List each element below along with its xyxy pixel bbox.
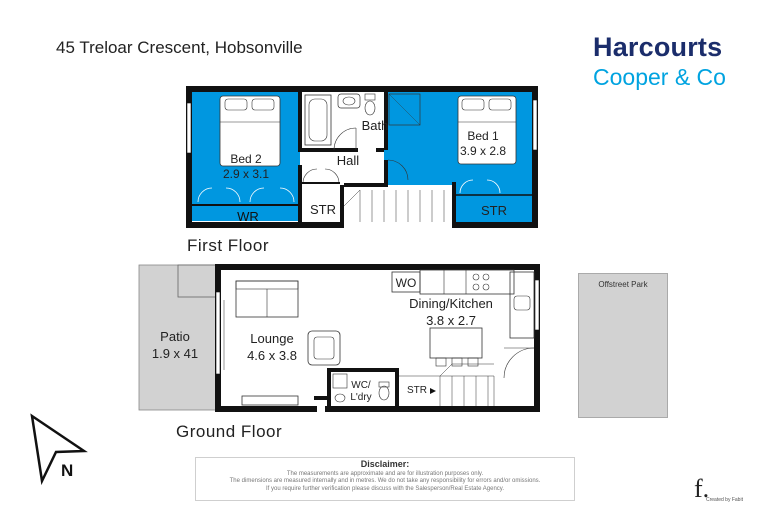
compass-north-label: N — [61, 461, 74, 480]
offstreet-park-box — [578, 273, 668, 418]
room-label-str-ground: STR — [407, 385, 427, 396]
dining-dims: 3.8 x 2.7 — [426, 313, 476, 328]
disclaimer-line1: The measurements are approximate and are for illustration purposes only. — [286, 470, 484, 477]
room-label-wc — [344, 380, 378, 404]
bed1-dims: 3.9 x 2.8 — [459, 144, 507, 158]
bed2-dims: 2.9 x 3.1 — [222, 167, 270, 181]
bed2-name: Bed 2 — [230, 152, 262, 166]
room-label-bed2 — [210, 152, 282, 182]
room-label-wr: WR — [237, 209, 259, 224]
brand-logo-cooper: Cooper & Co — [593, 64, 726, 90]
patio-dims: 1.9 x 41 — [151, 346, 199, 361]
room-label-dining — [396, 295, 506, 329]
disclaimer-box — [195, 457, 575, 501]
room-label-bed1 — [448, 129, 518, 159]
room-label-hall: Hall — [336, 153, 360, 168]
lounge-name: Lounge — [250, 331, 294, 346]
first-floor-label: First Floor — [187, 236, 269, 255]
disclaimer-line3: If you require further verification please discuss with the Salesperson/Real Estate Agency. — [265, 485, 504, 492]
fabit-logo: f. — [694, 474, 710, 503]
wc-name2: L'dry — [350, 392, 372, 403]
room-label-str-bed1: STR — [481, 203, 507, 218]
patio-name: Patio — [160, 329, 190, 344]
offstreet-park-label: Offstreet Park — [598, 280, 648, 289]
property-address: 45 Treloar Crescent, Hobsonville — [56, 38, 303, 57]
room-label-lounge — [232, 330, 312, 364]
ground-floor-label: Ground Floor — [176, 422, 283, 441]
room-label-bath: Bath — [361, 118, 389, 133]
brand-logo-harcourts: Harcourts — [593, 32, 723, 62]
dining-name: Dining/Kitchen — [409, 296, 493, 311]
room-label-wo: WO — [395, 276, 417, 290]
north-compass — [32, 416, 84, 481]
room-label-str-first: STR — [310, 202, 336, 217]
lounge-dims: 4.6 x 3.8 — [247, 348, 297, 363]
bed1-name: Bed 1 — [467, 129, 499, 143]
disclaimer-title: Disclaimer: — [360, 459, 410, 469]
room-label-patio — [140, 328, 210, 362]
fabit-credit-text: Created by Fabit — [706, 497, 743, 503]
disclaimer-line2: The dimensions are measured internally and in metres. We do not take any responsibility for errors and/or omissions. — [229, 478, 541, 484]
wc-name: WC/ — [351, 380, 371, 391]
